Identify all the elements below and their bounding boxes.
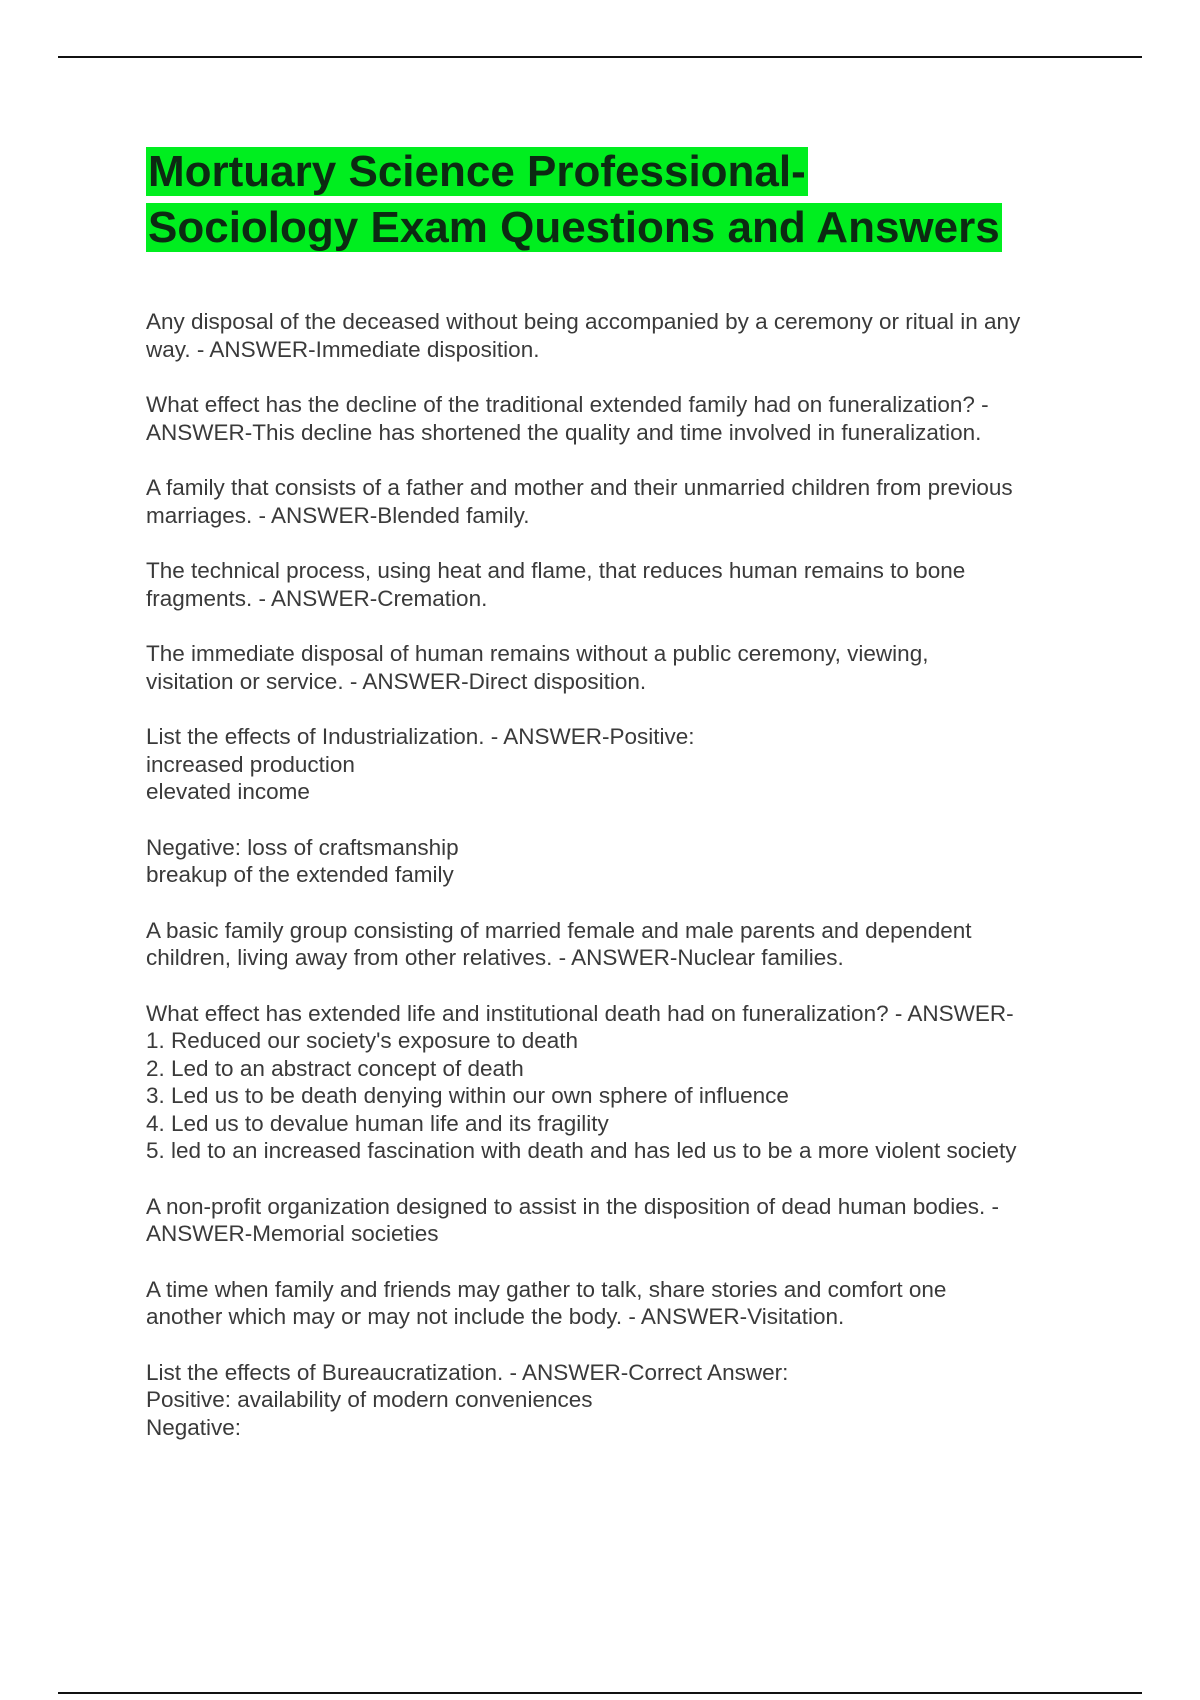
document-title (146, 144, 1092, 256)
footer-rule (58, 1692, 1142, 1694)
qa-item: What effect has extended life and institutional death had on funeralization? - ANSWER- 1. Reduced our society's exposure to death 2. Led to an abstract concept of death 3. Led us to be death denying within our own sphere of influence 4. Led us to devalue human life and its fragility 5. led to an increased fascination with death and has led us to be a more violent society (146, 1000, 1017, 1163)
qa-item: The immediate disposal of human remains without a public ceremony, viewing, visitation or service. - ANSWER-Direct disposition. (146, 641, 929, 694)
qa-item: A non-profit organization designed to assist in the disposition of dead human bodies. - ANSWER-Memorial societies (146, 1193, 1000, 1246)
title-line-1: Mortuary Science Professional- (148, 147, 806, 196)
qa-item: List the effects of Industrialization. - ANSWER-Positive: increased production elevated income (146, 724, 695, 804)
document-body (146, 144, 1092, 1469)
qa-item: List the effects of Bureaucratization. - ANSWER-Correct Answer: Positive: availability of modern conveniences Negative: (146, 1359, 789, 1440)
title-line-2: Sociology Exam Questions and Answers (148, 203, 1000, 252)
qa-item: A family that consists of a father and mother and their unmarried children from previous marriages. - ANSWER-Blended family. (146, 475, 1013, 528)
qa-item: A time when family and friends may gather to talk, share stories and comfort one another which may or may not include the body. - ANSWER-Visitation. (146, 1276, 947, 1329)
qa-item: Any disposal of the deceased without being accompanied by a ceremony or ritual in any way. - ANSWER-Immediate disposition. (146, 309, 1021, 362)
header-rule (58, 56, 1142, 58)
qa-item: A basic family group consisting of married female and male parents and dependent children, living away from other relatives. - ANSWER-Nuclear families. (146, 917, 972, 970)
qa-item: The technical process, using heat and flame, that reduces human remains to bone fragments. - ANSWER-Cremation. (146, 558, 966, 611)
qa-item: Negative: loss of craftsmanship breakup of the extended family (146, 834, 459, 887)
qa-item: What effect has the decline of the traditional extended family had on funeralization? - ANSWER-This decline has shortened the quality and time involved in funeralization. (146, 392, 989, 445)
